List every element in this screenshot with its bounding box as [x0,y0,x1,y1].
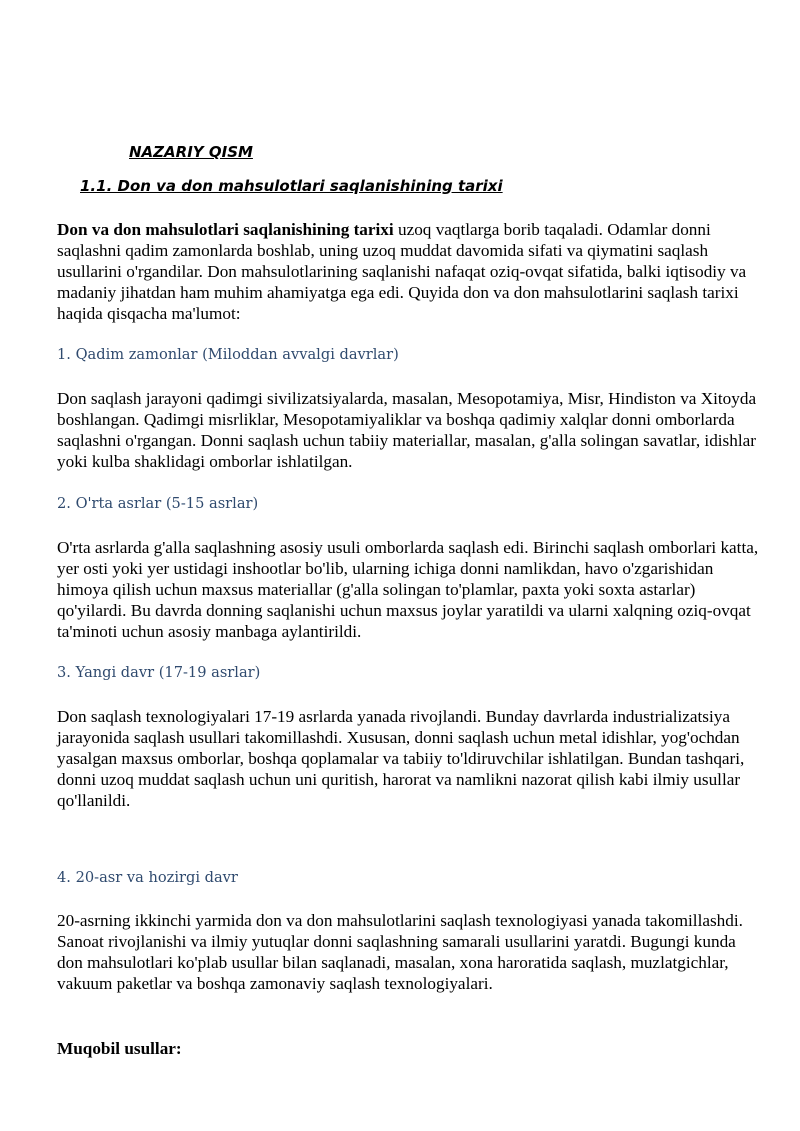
closing-label: Muqobil usullar: [57,1039,182,1058]
section-heading-4: 4. 20-asr va hozirgi davr [57,869,238,886]
document-title: NAZARIY QISM [129,143,253,161]
intro-paragraph [57,219,762,324]
section-text-1: Don saqlash jarayoni qadimgi sivilizatsiyalarda, masalan, Mesopotamiya, Misr, Hindiston va Xitoyda boshlangan. Qadimgi misrliklar, Mesopotamiyaliklar va boshqa qadimiy xalqlar donni omborlarda saqlashni o'rgangan. Donni saqlash uchun tabiiy materiallar, masalan, g'alla solingan savatlar, idishlar yoki kulba shaklidagi omborlar ishlatilgan. [57,389,757,471]
section-heading-1: 1. Qadim zamonlar (Miloddan avvalgi davrlar) [57,346,399,363]
section-heading-2: 2. O'rta asrlar (5-15 asrlar) [57,495,259,512]
section-text-4: 20-asrning ikkinchi yarmida don va don mahsulotlarini saqlash texnologiyasi yanada takomillashdi. Sanoat rivojlanishi va ilmiy yutuqlar donni saqlashning samarali usullarini yaratdi. Bugungi kunda don mahsulotlari ko'plab usullar bilan saqlanadi, masalan, xona haroratida saqlash, muzlatgichlar, vakuum paketlar va boshqa zamonaviy saqlash texnologiyalari. [57,911,743,993]
section-heading-3: 3. Yangi davr (17-19 asrlar) [57,664,261,681]
section-text-3: Don saqlash texnologiyalari 17-19 asrlarda yanada rivojlandi. Bunday davrlarda industrializatsiya jarayonida saqlash usullari takomillashdi. Xususan, donni saqlash uchun metal idishlar, yog'ochdan yasalgan maxsus omborlar, boshqa qoplamalar va tabiiy to'ldiruvchilar ishlatilgan. Bundan tashqari, donni uzoq muddat saqlash uchun uni quritish, harorat va namlikni nazorat qilish kabi ilmiy usullar qo'llanildi. [57,707,745,810]
intro-bold-lead: Don va don mahsulotlari saqlanishining tarixi [57,220,394,239]
document-subtitle: 1.1. Don va don mahsulotlari saqlanishining tarixi [80,177,503,195]
intro-text: uzoq vaqtlarga borib taqaladi. Odamlar donni saqlashni qadim zamonlarda boshlab, uning uzoq muddat davomida sifati va qiymatini saqlash usullarini o'rgandilar. Don mahsulotlarining saqlanishi nafaqat oziq-ovqat sifatida, balki iqtisodiy va madaniy jihatdan ham muhim ahamiyatga ega edi. Quyida don va don mahsulotlarini saqlash tarixi haqida qisqacha ma'lumot: [57,220,747,323]
section-text-2: O'rta asrlarda g'alla saqlashning asosiy usuli omborlarda saqlash edi. Birinchi saqlash omborlari katta, yer osti yoki yer ustidagi inshootlar bo'lib, ularning ichiga donni namlikdan, havo o'zgarishidan himoya qilish uchun maxsus materiallar (g'alla solingan to'plamlar, paxta yoki soxta astarlar) qo'yilardi. Bu davrda donning saqlanishi uchun maxsus joylar yaratildi va ularni xalqning oziq-ovqat ta'minoti uchun asosiy manbaga aylantirildi. [57,538,759,641]
